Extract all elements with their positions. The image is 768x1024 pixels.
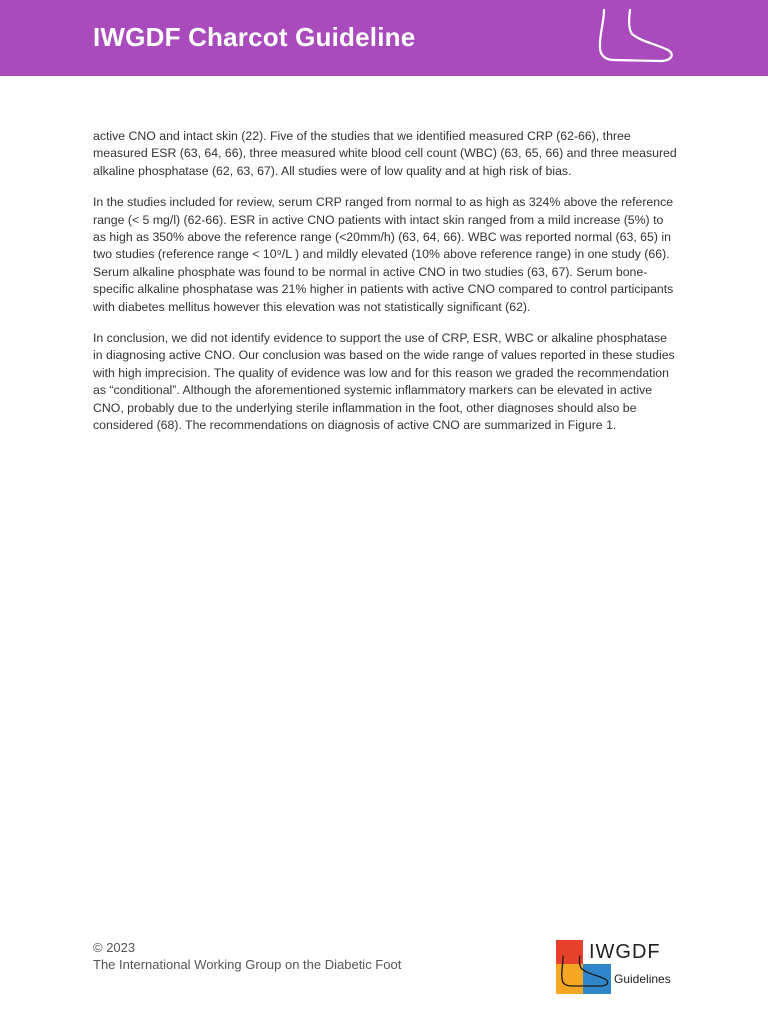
paragraph: In conclusion, we did not identify evidence to support the use of CRP, ESR, WBC or alkaline phosphatase in diagnosing active CNO. Our conclusion was based on the wide range of values reported in these studies with high imprecision. The quality of evidence was low and for this reason we graded the recommendation as “conditional”. Although the aforementioned systemic inflammatory markers can be elevated in active CNO, probably due to the underlying sterile inflammation in the foot, other diagnoses should also be considered (68). The recommendations on diagnosis of active CNO are summarized in Figure 1. <box>93 331 675 433</box>
copyright: © 2023 <box>93 940 136 955</box>
organization-name: The International Working Group on the Diabetic Foot <box>93 957 402 972</box>
main-content <box>93 128 677 449</box>
paragraph: active CNO and intact skin (22). Five of the studies that we identified measured CRP (62-66), three measured ESR (63, 64, 66), three measured white blood cell count (WBC) (63, 65, 66) and three measured alkaline phosphatase (62, 63, 67). All studies were of low quality and at high risk of bias. <box>93 129 677 178</box>
logo-subtitle: Guidelines <box>614 972 671 986</box>
footer <box>93 939 401 973</box>
page-header <box>0 0 768 76</box>
logo-name: IWGDF <box>589 941 661 963</box>
page-title: IWGDF Charcot Guideline <box>93 22 416 52</box>
foot-outline-icon <box>590 4 680 70</box>
iwgdf-logo <box>556 940 686 994</box>
paragraph: In the studies included for review, serum CRP ranged from normal to as high as 324% above the reference range (< 5 mg/l) (62-66). ESR in active CNO patients with intact skin ranged from a mild increase (5%) to as high as 350% above the reference range (<20mm/h) (63, 64, 66). WBC was reported normal (63, 65) in two studies (reference range < 10⁹/L ) and mildly elevated (10% above reference range) in one study (66). Serum alkaline phosphate was found to be normal in active CNO in two studies (63, 67). Serum bone-specific alkaline phosphatase was 21% higher in patients with active CNO compared to control participants with diabetes mellitus however this elevation was not statistically significant (62). <box>93 195 674 314</box>
